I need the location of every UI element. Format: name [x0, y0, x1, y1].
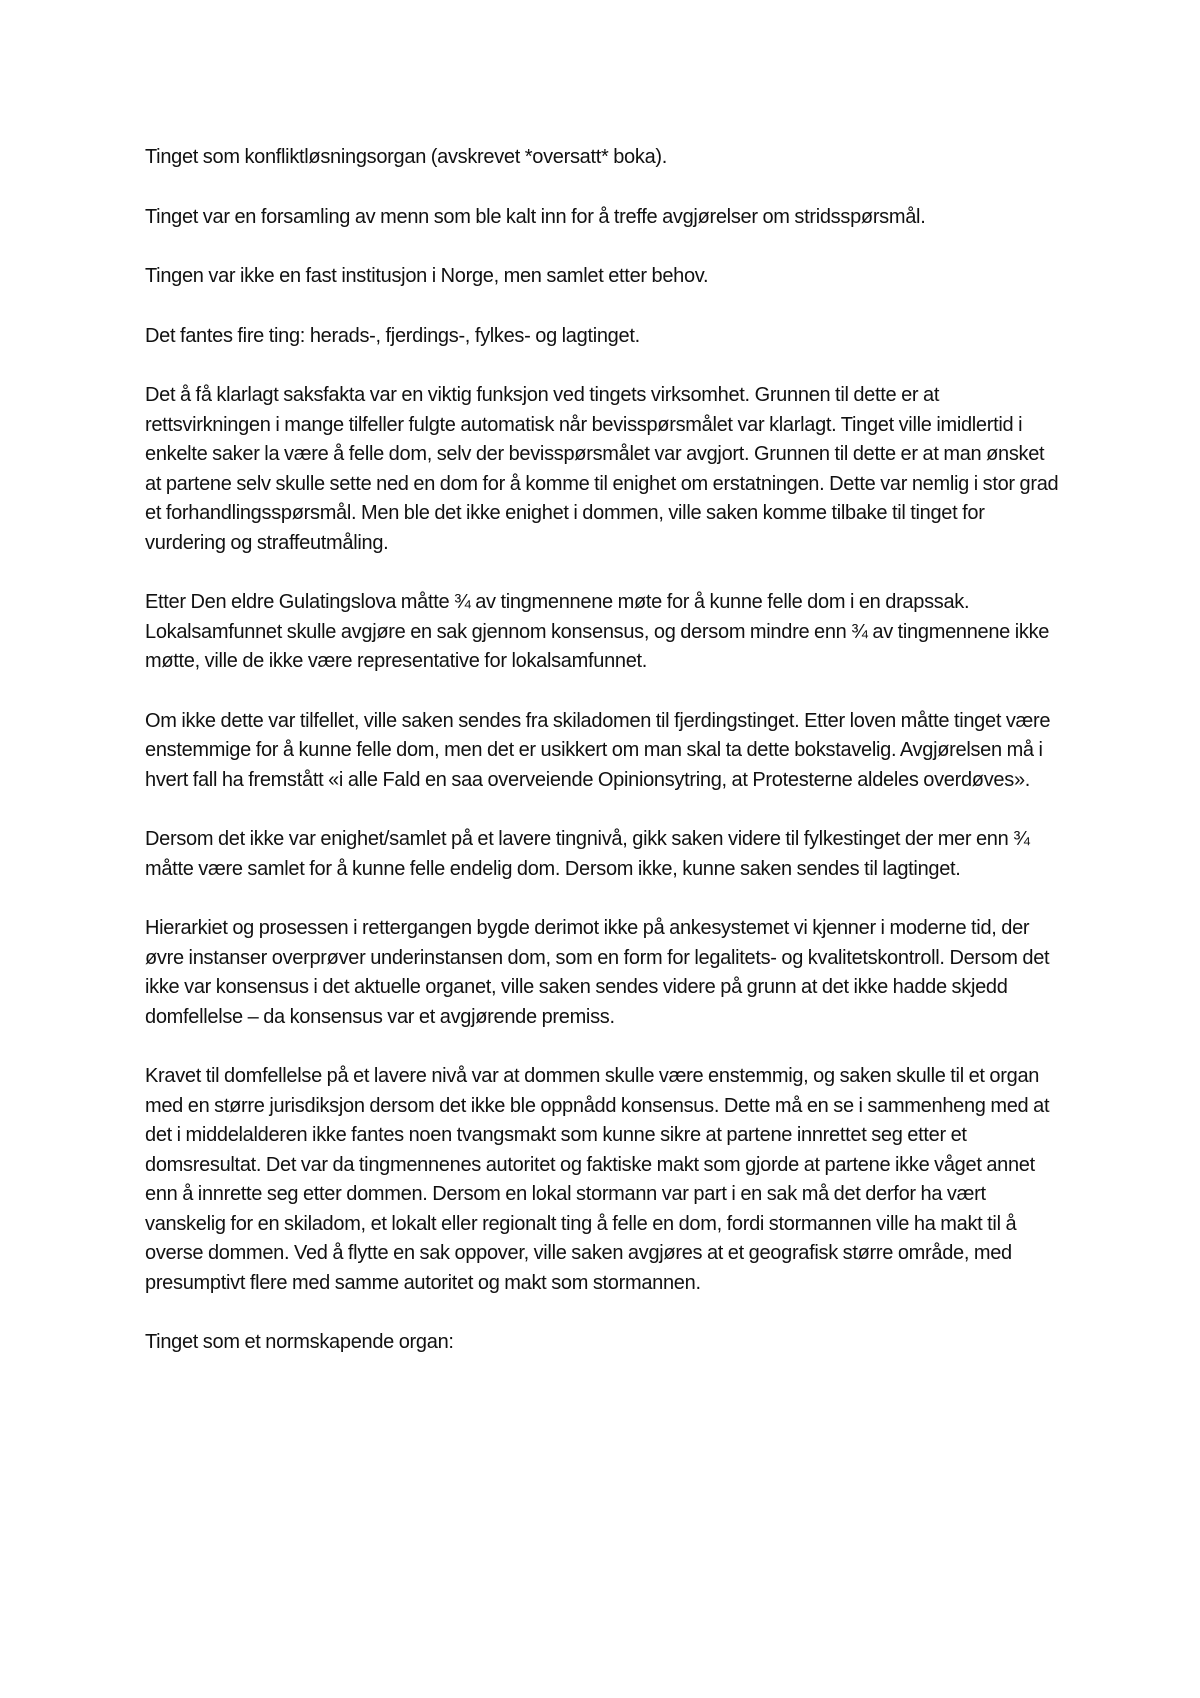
- paragraph: Tingen var ikke en fast institusjon i Norge, men samlet etter behov.: [145, 265, 709, 287]
- paragraph-heading-conflict-resolution: Tinget som konfliktløsningsorgan (avskrevet *oversatt* boka).: [145, 146, 668, 168]
- paragraph-heading-norm-creating: Tinget som et normskapende organ:: [145, 1331, 454, 1353]
- paragraph: Hierarkiet og prosessen i rettergangen bygde derimot ikke på ankesystemet vi kjenner i moderne tid, der øvre instanser overprøver underinstansen dom, som en form for legalitets- og kvalitetskontroll. Dersom det ikke var konsensus i det aktuelle organet, ville saken sendes videre på grunn at det ikke hadde skjedd domfellelse – da konsensus var et avgjørende premiss.: [145, 917, 1050, 1028]
- paragraph: Det å få klarlagt saksfakta var en viktig funksjon ved tingets virksomhet. Grunnen til dette er at rettsvirkningen i mange tilfeller fulgte automatisk når bevisspørsmålet var klarlagt. Tinget ville imidlertid i enkelte saker la være å felle dom, selv der bevisspørsmålet var avgjort. Grunnen til dette er at man ønsket at partene selv skulle sette ned en dom for å komme til enighet om erstatningen. Dette var nemlig i stor grad et forhandlingsspørsmål. Men ble det ikke enighet i dommen, ville saken komme tilbake til tinget for vurdering og straffeutmåling.: [145, 384, 1059, 554]
- paragraph: Dersom det ikke var enighet/samlet på et lavere tingnivå, gikk saken videre til fylkestinget der mer enn ¾ måtte være samlet for å kunne felle endelig dom. Dersom ikke, kunne saken sendes til lagtinget.: [145, 828, 1030, 880]
- paragraph: Etter Den eldre Gulatingslova måtte ¾ av tingmennene møte for å kunne felle dom i en drapssak. Lokalsamfunnet skulle avgjøre en sak gjennom konsensus, og dersom mindre enn ¾ av tingmennene ikke møtte, ville de ikke være representative for lokalsamfunnet.: [145, 591, 1050, 672]
- paragraph: Om ikke dette var tilfellet, ville saken sendes fra skiladomen til fjerdingstinget. Etter loven måtte tinget være enstemmige for å kunne felle dom, men det er usikkert om man skal ta dette bokstavelig. Avgjørelsen må i hvert fall ha fremstått «i alle Fald en saa overveiende Opinionsytring, at Protesterne aldeles overdøves».: [145, 709, 1051, 791]
- document-body: [145, 143, 1065, 1388]
- paragraph: Tinget var en forsamling av menn som ble kalt inn for å treffe avgjørelser om stridsspørsmål.: [145, 205, 926, 228]
- paragraph: Kravet til domfellelse på et lavere nivå var at dommen skulle være enstemmig, og saken skulle til et organ med en større jurisdiksjon dersom det ikke ble oppnådd konsensus. Dette må en se i sammenheng med at det i middelalderen ikke fantes noen tvangsmakt som kunne sikre at partene innrettet seg etter et domsresultat. Det var da tingmennenes autoritet og faktiske makt som gjorde at partene ikke våget annet enn å innrette seg etter dommen. Dersom en lokal stormann var part i en sak må det derfor ha vært vanskelig for en skiladom, et lokalt eller regionalt ting å felle en dom, fordi stormannen ville ha makt til å overse dommen. Ved å flytte en sak oppover, ville saken avgjøres at et geografisk større område, med presumptivt flere med samme autoritet og makt som stormannen.: [145, 1065, 1050, 1294]
- paragraph: Det fantes fire ting: herads-, fjerdings-, fylkes- og lagtinget.: [145, 324, 640, 347]
